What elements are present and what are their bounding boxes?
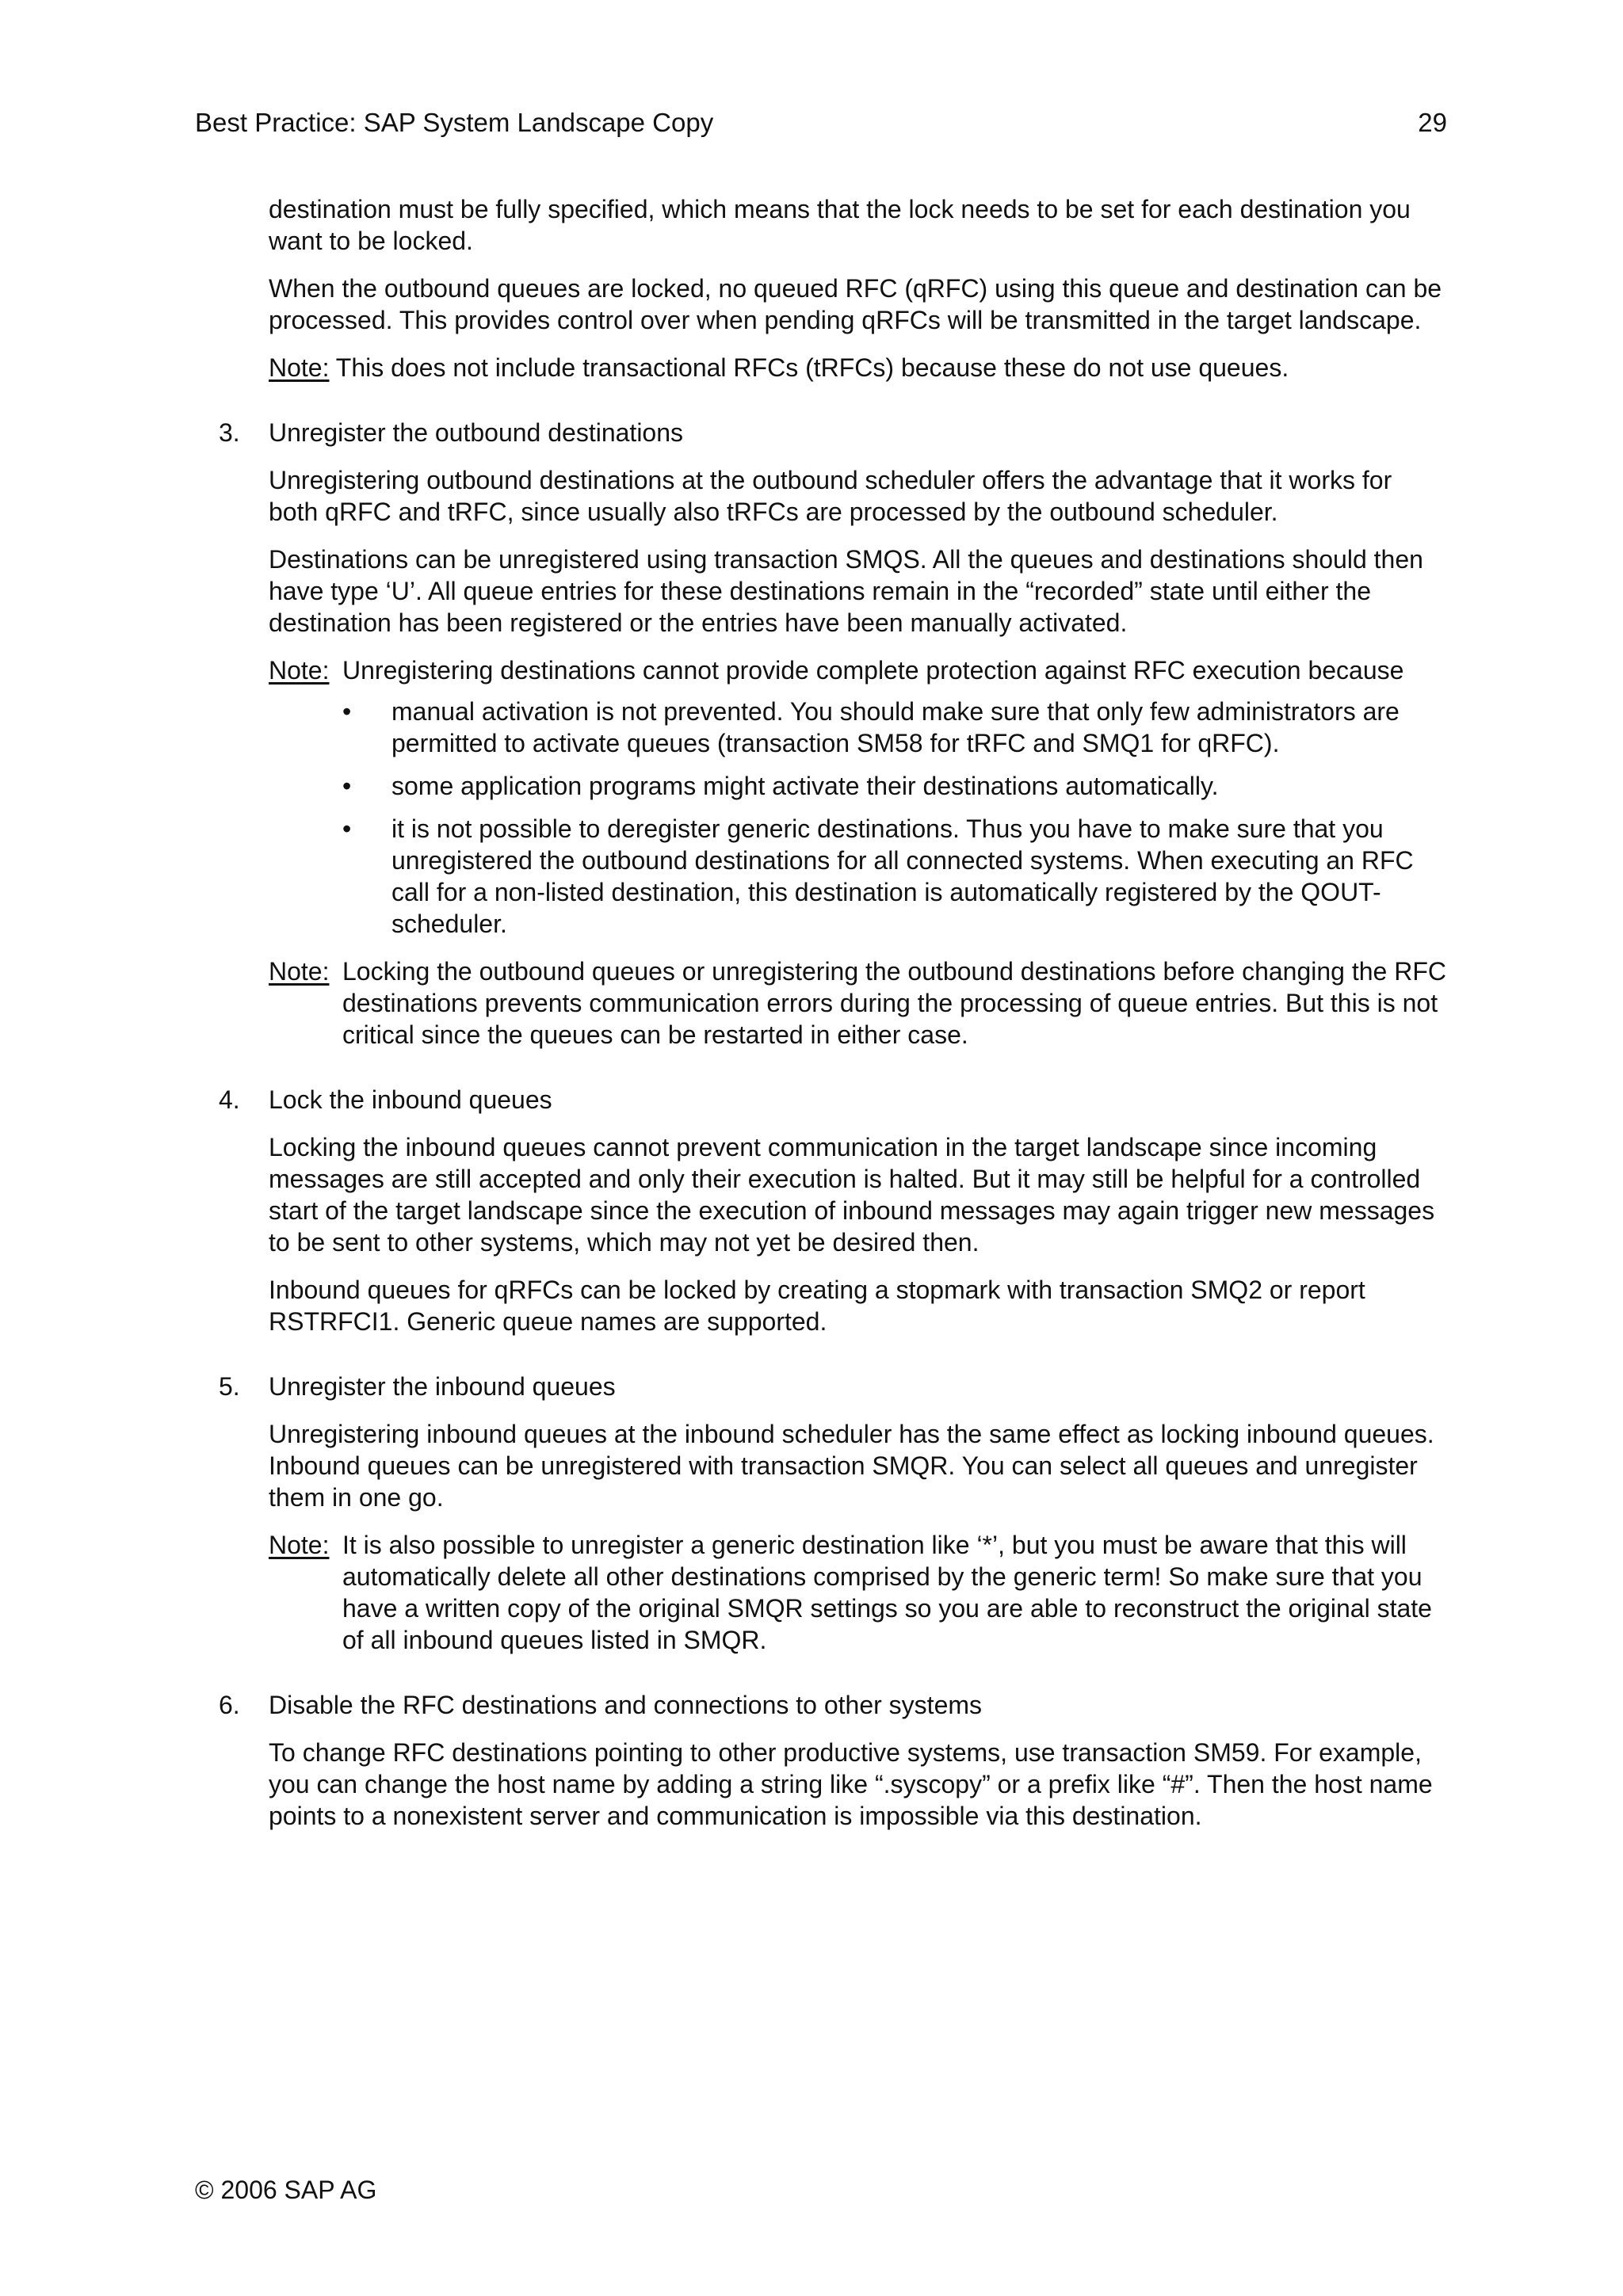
list-item-5 (195, 1371, 1447, 1656)
note-text: Locking the outbound queues or unregistering the outbound destinations before changing the RFC destinations prevents communication errors during the processing of queue entries. But this is not critical since the queues can be restarted in either case. (342, 957, 1446, 1049)
item-note-2 (269, 955, 1447, 1051)
bullet-text: manual activation is not prevented. You should make sure that only few administrators are permitted to activate queues (transaction SM58 for tRFC and SMQ1 for qRFC). (391, 697, 1400, 757)
item-title: Unregister the outbound destinations (269, 418, 684, 447)
bullet-text: some application programs might activate their destinations automatically. (391, 772, 1219, 800)
item-paragraph-1: Unregistering inbound queues at the inbound scheduler has the same effect as locking inbound queues. Inbound queues can be unregistered with transaction SMQR. You can select all queues and unregister them in one go. (269, 1420, 1434, 1512)
bullet-item (342, 813, 1447, 940)
item-title: Disable the RFC destinations and connections to other systems (269, 1691, 983, 1719)
item-title: Unregister the inbound queues (269, 1372, 616, 1401)
intro-note (269, 352, 1447, 383)
note-label: Note: (269, 957, 330, 986)
item-paragraph-1: Unregistering outbound destinations at the outbound scheduler offers the advantage that it works for both qRFC and tRFC, since usually also tRFCs are processed by the outbound scheduler. (269, 466, 1392, 526)
page-footer (195, 2172, 376, 2207)
bullet-icon: • (342, 697, 352, 726)
copyright-text: © 2006 SAP AG (195, 2176, 377, 2204)
intro-paragraph-1: destination must be fully specified, which means that the lock needs to be set for each destination you want to be locked. (269, 195, 1411, 255)
item-number: 6. (219, 1691, 240, 1719)
note-label: Note: (269, 1531, 330, 1559)
item-note (269, 1529, 1447, 1656)
bullet-icon: • (342, 772, 352, 800)
item-number: 5. (219, 1372, 240, 1401)
item-number: 3. (219, 418, 240, 447)
note-label: Note: (269, 353, 330, 382)
note-text: It is also possible to unregister a generic destination like ‘*’, but you must be aware that this will automatically delete all other destinations comprised by the generic term! So make sure that you have a written copy of the original SMQR settings so you are able to reconstruct the original state of all inbound queues listed in SMQR. (342, 1531, 1432, 1654)
item-number: 4. (219, 1085, 240, 1114)
bullet-list (342, 696, 1447, 940)
intro-section (269, 193, 1447, 336)
item-note-1 (269, 654, 1447, 940)
page-number: 29 (1418, 108, 1447, 137)
note-label: Note: (269, 656, 330, 685)
bullet-item (342, 696, 1447, 759)
item-title: Lock the inbound queues (269, 1085, 552, 1114)
bullet-item (342, 770, 1447, 802)
note-text: Unregistering destinations cannot provide complete protection against RFC execution because (342, 656, 1404, 685)
list-item-4 (195, 1084, 1447, 1337)
item-paragraph-2: Inbound queues for qRFCs can be locked by creating a stopmark with transaction SMQ2 or report RSTRFCI1. Generic queue names are supported. (269, 1276, 1365, 1336)
note-text: This does not include transactional RFCs (tRFCs) because these do not use queues. (329, 353, 1289, 382)
bullet-icon: • (342, 814, 352, 843)
document-title: Best Practice: SAP System Landscape Copy (195, 108, 714, 137)
list-item-3 (195, 417, 1447, 1051)
document-body (195, 193, 1447, 1848)
bullet-text: it is not possible to deregister generic destinations. Thus you have to make sure that you unregistered the outbound destinations for all connected systems. When executing an RFC call for a non-listed destination, this destination is automatically registered by the QOUT-scheduler. (391, 814, 1414, 938)
list-item-6 (195, 1689, 1447, 1832)
item-paragraph-2: Destinations can be unregistered using transaction SMQS. All the queues and destinations should then have type ‘U’. All queue entries for these destinations remain in the “recorded” state until either the destination has been registered or the entries have been manually activated. (269, 545, 1423, 637)
item-paragraph-1: To change RFC destinations pointing to other productive systems, use transaction SM59. For example, you can change the host name by adding a string like “.syscopy” or a prefix like “#”. Then the host name points to a nonexistent server and communication is impossible via this destination. (269, 1738, 1433, 1830)
intro-paragraph-2: When the outbound queues are locked, no queued RFC (qRFC) using this queue and destination can be processed. This provides control over when pending qRFCs will be transmitted in the target landscape. (269, 274, 1442, 334)
item-paragraph-1: Locking the inbound queues cannot prevent communication in the target landscape since incoming messages are still accepted and only their execution is halted. But it may still be helpful for a controlled start of the target landscape since the execution of inbound messages may again trigger new messages to be sent to other systems, which may not yet be desired then. (269, 1133, 1435, 1257)
